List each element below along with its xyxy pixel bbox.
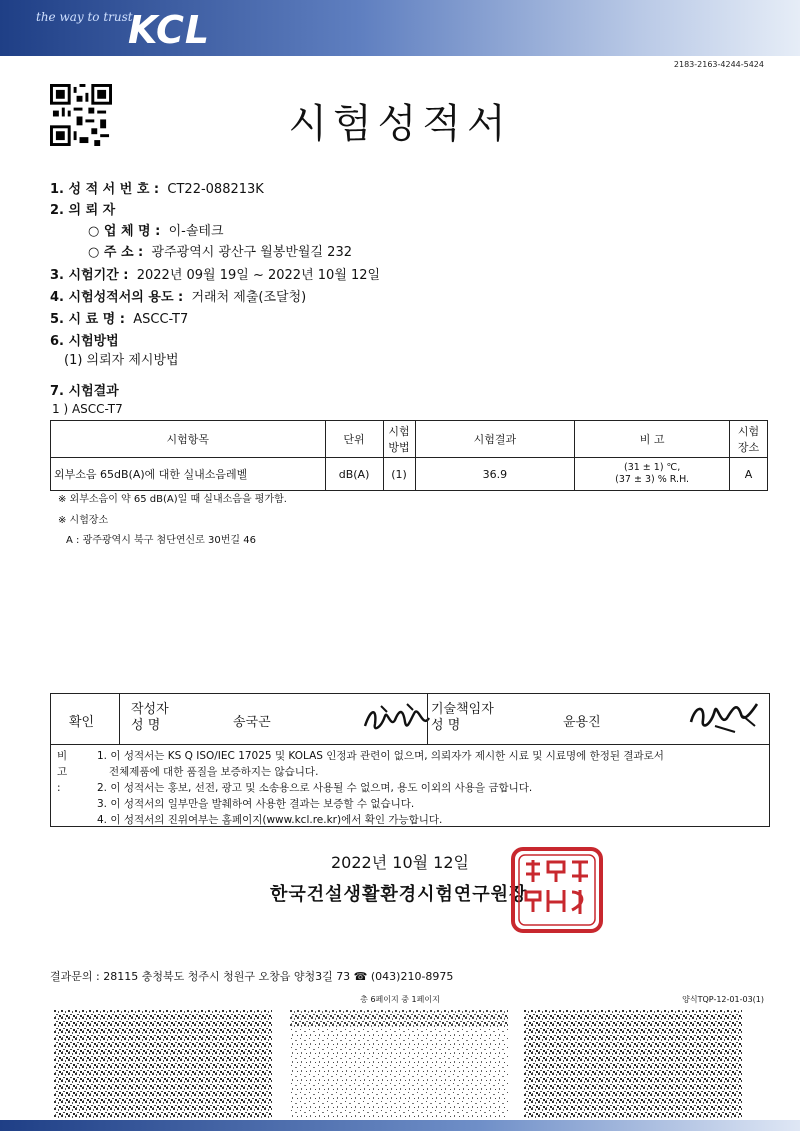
tagline: the way to trust xyxy=(36,10,133,24)
page-indicator: 총 6페이지 중 1페이지 xyxy=(360,995,440,1004)
note-test-location-title: ※ 시험장소 xyxy=(58,515,109,526)
tech-manager-name: 윤용진 xyxy=(563,715,601,730)
cell-location: A xyxy=(730,458,768,491)
field-sample-name: 5. 시 료 명 : ASCC-T7 xyxy=(50,312,189,327)
field-purpose: 4. 시험성적서의 용도 : 거래처 제출(조달청) xyxy=(50,290,307,305)
remark-humidity: (37 ± 3) % R.H. xyxy=(615,474,690,485)
security-pattern-right-icon xyxy=(524,1010,742,1118)
confirmation-row xyxy=(51,694,769,745)
document-number: 2183-2163-4244-5424 xyxy=(673,60,764,69)
security-pattern-left-icon xyxy=(54,1010,272,1118)
tech-manager-signature-icon xyxy=(685,696,761,740)
remark-2: 2. 이 성적서는 홍보, 선전, 광고 및 소송용으로 사용될 수 없으며, 용도 이외의 사용을 금합니다. xyxy=(97,782,533,794)
field-report-number: 1. 성 적 서 번 호 : CT22-088213K xyxy=(50,182,264,197)
author-label: 작성자 성 명 xyxy=(131,702,169,733)
remark-1-cont: 전체제품에 대한 품질을 보증하지는 않습니다. xyxy=(109,766,319,778)
cell-result: 36.9 xyxy=(415,458,575,491)
cell-method: (1) xyxy=(383,458,415,491)
remark-4: 4. 이 성적서의 진위여부는 홈페이지(www.kcl.re.kr)에서 확인 가능합니다. xyxy=(97,814,443,826)
confirm-label: 확인 xyxy=(69,715,95,730)
author-name: 송국곤 xyxy=(233,715,271,730)
remarks-label: 비고 : xyxy=(57,750,68,794)
security-pattern-center-icon xyxy=(290,1010,508,1118)
footer-banner xyxy=(0,1120,800,1131)
result-sample-label: 1 ) ASCC-T7 xyxy=(52,402,123,416)
col-header-item: 시험항목 xyxy=(51,421,326,458)
field-address: ○ 주 소 : 광주광역시 광산구 월봉반월길 232 xyxy=(88,245,352,260)
col-header-remark: 비 고 xyxy=(575,421,730,458)
cell-item: 외부소음 65dB(A)에 대한 실내소음레벨 xyxy=(51,458,326,491)
remark-1: 1. 이 성적서는 KS Q ISO/IEC 17025 및 KOLAS 인정과 관련이 없으며, 의뢰자가 제시한 시료 및 시료명에 한정된 결과로서 xyxy=(97,750,664,762)
official-seal-icon xyxy=(510,846,604,934)
col-header-unit: 단위 xyxy=(325,421,383,458)
note-test-location: A : 광주광역시 북구 첨단연신로 30번길 46 xyxy=(66,535,256,546)
col-header-result: 시험결과 xyxy=(415,421,575,458)
remark-temperature: (31 ± 1) ℃, xyxy=(623,462,681,473)
col-header-method: 시험방법 xyxy=(383,421,415,458)
field-test-results: 7. 시험결과 xyxy=(50,384,119,399)
table-row xyxy=(51,458,768,491)
field-company: ○ 업 체 명 : 이-솔테크 xyxy=(88,224,224,239)
confirmation-box xyxy=(50,693,770,827)
tech-manager-label: 기술책임자 성 명 xyxy=(431,702,494,733)
contact-info: 결과문의 : 28115 충청북도 청주시 청원구 오창읍 양청3길 73 ☎ (043)210-8975 xyxy=(50,970,454,983)
cell-remark xyxy=(575,458,730,491)
institution-name: 한국건설생활환경시험연구원장 xyxy=(270,884,528,905)
document-title: 시험성적서 xyxy=(288,101,512,147)
remark-3: 3. 이 성적서의 일부만을 발췌하여 사용한 결과는 보증할 수 없습니다. xyxy=(97,798,415,810)
header-banner xyxy=(0,0,800,56)
issue-date: 2022년 10월 12일 xyxy=(331,853,469,872)
field-test-period: 3. 시험기간 : 2022년 09월 19일 ~ 2022년 10월 12일 xyxy=(50,268,381,283)
author-signature-icon xyxy=(361,698,433,738)
col-header-location: 시험장소 xyxy=(730,421,768,458)
field-client: 2. 의 뢰 자 xyxy=(50,203,116,218)
kcl-logo: KCL xyxy=(128,8,211,52)
results-table xyxy=(50,420,768,491)
form-number: 양식TQP-12-01-03(1) xyxy=(682,995,764,1004)
note-evaluation: ※ 외부소음이 약 65 dB(A)일 때 실내소음을 평가함. xyxy=(58,494,287,505)
table-header-row xyxy=(51,421,768,458)
test-method-value: (1) 의뢰자 제시방법 xyxy=(64,353,179,368)
field-test-method: 6. 시험방법 xyxy=(50,334,119,349)
cell-unit: dB(A) xyxy=(325,458,383,491)
